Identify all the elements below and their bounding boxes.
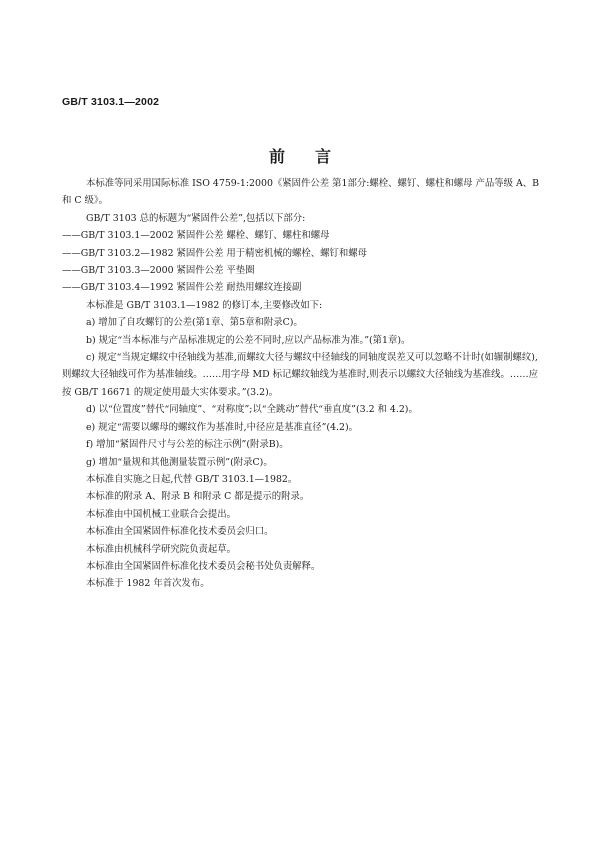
preface-paragraph: 本标准由全国紧固件标准化技术委员会归口。 — [86, 526, 274, 538]
preface-paragraph: e) 规定“需要以螺母的螺纹作为基准时,中径应是基准直径”(4.2)。 — [86, 421, 358, 433]
preface-paragraph: d) 以“位置度”替代“同轴度”、“对称度”;以“全跳动”替代“垂直度”(3.2 和 4.2)。 — [86, 404, 418, 416]
preface-paragraph: 本标准自实施之日起,代替 GB/T 3103.1—1982。 — [86, 473, 298, 485]
preface-paragraph: b) 规定“当本标准与产品标准规定的公差不同时,应以产品标准为准。”(第1章)。 — [86, 334, 411, 346]
preface-paragraph: 本标准等同采用国际标准 ISO 4759-1:2000《紧固件公差 第1部分:螺栓、螺钉、螺柱和螺母 产品等级 A、B 和 C 级》。 — [62, 178, 540, 207]
preface-paragraph: 本标准是 GB/T 3103.1—1982 的修订本,主要修改如下: — [86, 299, 323, 311]
preface-paragraph: 本标准于 1982 年首次发布。 — [86, 578, 210, 590]
standard-part-item: ——GB/T 3103.2—1982 紧固件公差 用于精密机械的螺栓、螺钉和螺母 — [62, 247, 368, 259]
preface-paragraph: c) 规定“当规定螺纹中径轴线为基准,而螺纹大径与螺纹中径轴线的同轴度误差又可以忽略不计时(如辗制螺纹),则螺纹大径轴线可作为基准轴线。……用字母 MD 标记螺纹轴线为基准时,则表示以螺纹大径轴线为基准线。……应按 GB/T 16671 的规定使用最大实体要求。”(3.2)。 — [62, 352, 539, 398]
preface-paragraph: f) 增加“紧固件尺寸与公差的标注示例”(附录B)。 — [86, 439, 289, 451]
preface-paragraph: a) 增加了自攻螺钉的公差(第1章、第5章和附录C)。 — [86, 317, 303, 329]
preface-paragraph: 本标准由机械科学研究院负责起草。 — [86, 543, 237, 555]
page-title: 前言 — [268, 147, 361, 166]
standard-number: GB/T 3103.1—2002 — [62, 96, 160, 108]
preface-paragraph: g) 增加“量规和其他测量装置示例”(附录C)。 — [86, 456, 273, 468]
preface-paragraph: 本标准由中国机械工业联合会提出。 — [86, 508, 237, 520]
standard-part-item: ——GB/T 3103.4—1992 紧固件公差 耐热用螺纹连接副 — [62, 282, 302, 294]
standard-part-item: ——GB/T 3103.1—2002 紧固件公差 螺栓、螺钉、螺柱和螺母 — [62, 230, 330, 242]
preface-body — [62, 175, 542, 593]
preface-paragraph: 本标准由全国紧固件标准化技术委员会秘书处负责解释。 — [86, 560, 321, 572]
standard-part-item: ——GB/T 3103.3—2000 紧固件公差 平垫圈 — [62, 265, 255, 277]
preface-paragraph: 本标准的附录 A、附录 B 和附录 C 都是提示的附录。 — [86, 491, 310, 503]
preface-paragraph: GB/T 3103 总的标题为“紧固件公差”,包括以下部分: — [86, 212, 306, 224]
